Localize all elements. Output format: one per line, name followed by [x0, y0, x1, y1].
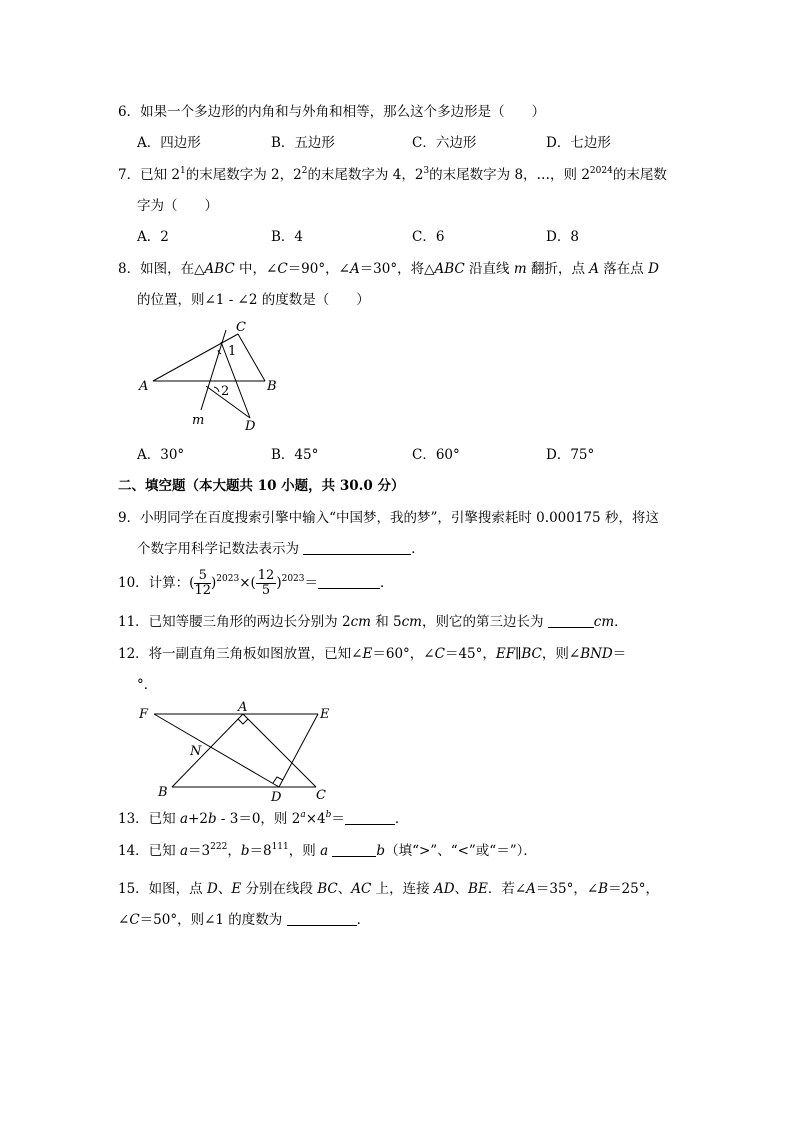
- q8-label-b: B: [267, 379, 277, 394]
- q11-answer-blank[interactable]: [548, 615, 594, 628]
- section-2-title: 二、填空题（本大题共 10 小题，共 30.0 分）: [118, 478, 405, 494]
- q8-label-a: A: [139, 379, 149, 394]
- q8-option-a: A．30°: [137, 447, 185, 463]
- q12-label-b: B: [158, 785, 168, 800]
- q6-option-a: A．四边形: [137, 135, 201, 151]
- question-15-stem: 15．如图，点 D、E 分别在线段 BC、AC 上，连接 AD、BE．若∠A＝35°，∠B＝25°，∠C＝50°，则∠1 的度数为 ．: [118, 881, 659, 928]
- q12-label-a: A: [238, 700, 248, 715]
- q8-triangle-figure: [130, 315, 290, 435]
- q8-option-c: C．60°: [412, 447, 460, 463]
- q8-segment-ac: [153, 334, 238, 381]
- question-13-stem: 13．已知 a+2b - 3＝0，则 $2^a\times 4^b=$ ．: [118, 810, 409, 827]
- question-10-stem: 10．计算：( $\frac{5}{12}$ )$^{2023}$×( $\frac{12}{5}$ )$^{2023}$＝ ．: [118, 568, 394, 598]
- q6-option-b: B．五边形: [271, 135, 335, 151]
- q12-right-angle-mark-a: [238, 719, 248, 724]
- q12-set-squares-figure: [130, 698, 340, 806]
- question-6-stem: 6．如果一个多边形的内角和与外角和相等，那么这个多边形是（ ）: [118, 104, 546, 120]
- question-9-stem: 9．小明同学在百度搜索引擎中输入“中国梦，我的梦”，引擎搜索耗时 0.000175 秒，将这: [118, 510, 659, 526]
- q12-segment-ac: [243, 714, 316, 787]
- q8-label-angle-1: 1: [228, 344, 237, 359]
- q7-option-c: C．6: [412, 229, 445, 245]
- question-12-stem-line2: °．: [137, 677, 158, 693]
- question-14-stem: 14．已知 $a=3^{222}$，$b=8^{111}$，则 a b（填“>”、“<”或“＝”）．: [118, 842, 537, 859]
- q12-segment-fd: [154, 714, 279, 787]
- q7-option-a: A．2: [137, 229, 169, 245]
- q13-answer-blank[interactable]: [345, 812, 395, 825]
- q12-segment-ba: [172, 714, 243, 787]
- q12-segment-ed: [279, 714, 318, 787]
- q8-segment-cb: [238, 334, 265, 381]
- q12-label-f: F: [139, 707, 149, 722]
- q12-label-n: N: [190, 744, 202, 759]
- question-11-stem: 11．已知等腰三角形的两边长分别为 2cm 和 5cm，则它的第三边长为 cm．: [118, 614, 628, 630]
- question-9-stem-line2: 个数字用科学记数法表示为 ．: [137, 541, 425, 557]
- q10-fraction-1: $\frac{5}{12}$: [194, 568, 211, 598]
- q9-answer-blank[interactable]: [303, 542, 411, 555]
- q14-answer-blank[interactable]: [332, 844, 376, 857]
- q6-option-d: D．七边形: [546, 135, 611, 151]
- q8-angle-2-arc: [214, 387, 219, 392]
- q15-answer-blank[interactable]: [287, 913, 357, 926]
- question-7-stem-line2: 字为（ ）: [137, 198, 218, 214]
- q12-label-c: C: [316, 788, 326, 803]
- q7-option-d: D．8: [546, 229, 579, 245]
- q8-label-angle-2: 2: [221, 384, 230, 399]
- q10-answer-blank[interactable]: [318, 576, 380, 589]
- q6-option-c: C．六边形: [412, 135, 477, 151]
- question-12-stem: 12．将一副直角三角板如图放置，已知∠E＝60°，∠C＝45°，EF∥BC，则∠BND＝: [118, 646, 627, 662]
- q8-label-d: D: [245, 419, 256, 434]
- q12-label-e: E: [320, 707, 330, 722]
- q12-label-d: D: [271, 790, 282, 805]
- q8-option-d: D．75°: [546, 447, 595, 463]
- q8-label-c: C: [236, 320, 246, 335]
- question-8-stem-line2: 的位置，则∠1 - ∠2 的度数是（ ）: [137, 292, 370, 308]
- question-7-stem: 7．已知 $2^1$的末尾数字为 2，$2^2$的末尾数字为 4，$2^3$的末尾数字为 8，…，则 $2^{2024}$的末尾数: [118, 166, 667, 183]
- question-8-stem: 8．如图，在△ABC 中，∠C＝90°，∠A＝30°，将△ABC 沿直线 m 翻折，点 A 落在点 D: [118, 261, 659, 277]
- q8-option-b: B．45°: [271, 447, 319, 463]
- q10-fraction-2: $\frac{12}{5}$: [257, 568, 275, 598]
- q7-option-b: B．4: [271, 229, 304, 245]
- q8-label-m: m: [192, 413, 205, 428]
